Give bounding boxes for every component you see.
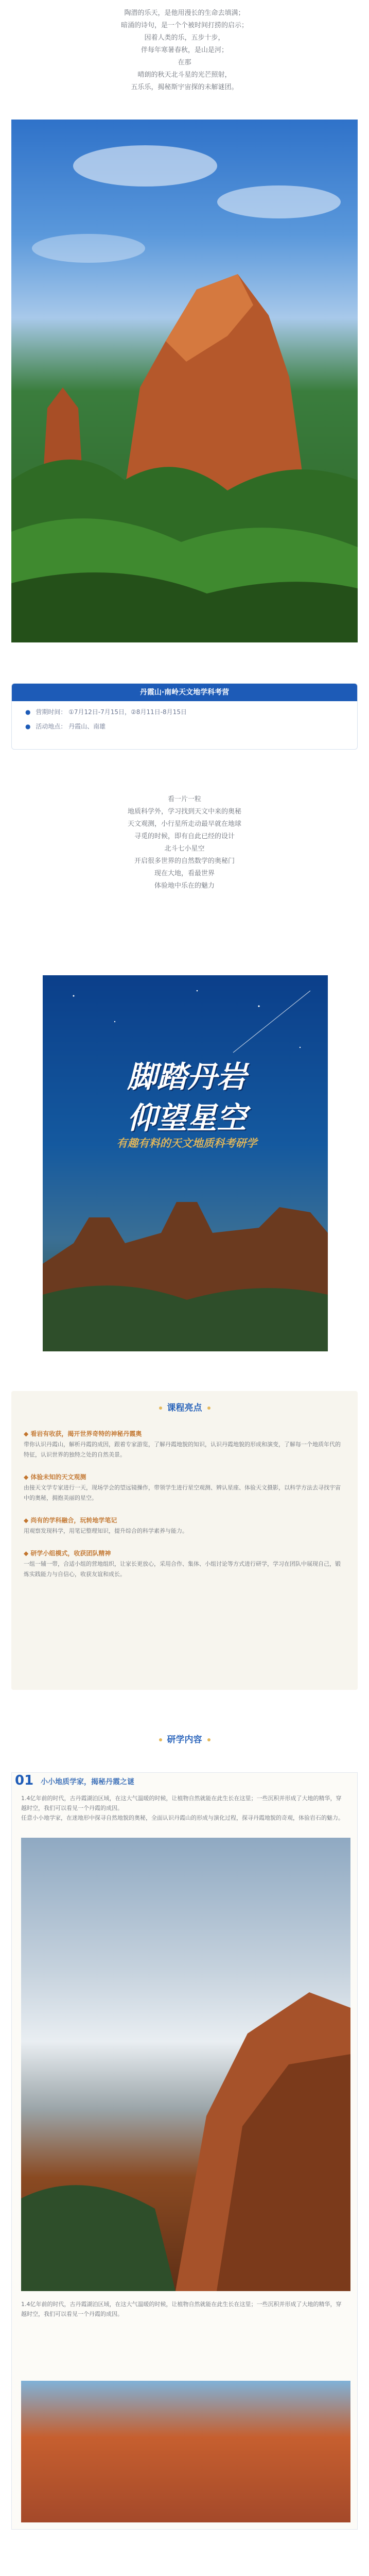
poem-line: 体验地中乐在的魅力 — [154, 882, 215, 890]
highlight-item — [24, 1548, 345, 1580]
highlight-title: ◆ 看岩有收获，揭开世界奇特的神秘丹霞奥 — [24, 1430, 142, 1437]
camp-info-card — [11, 683, 358, 750]
highlight-title: ◆ 体验未知的天文观测 — [24, 1473, 86, 1481]
highlight-title: ◆ 研学小组模式，收获团队精神 — [24, 1550, 111, 1557]
poster-subtitle: 有趣有料的天文地质科考研学 — [116, 1137, 257, 1149]
starry-sky-illustration — [43, 975, 328, 1351]
poem-line: 现在大地，看最世界 — [154, 870, 215, 877]
poem-line: 在那 — [178, 59, 191, 66]
block-paragraph: 任意小小地学家，在迷地形中探寻自然地貌的奥秘，全面认识丹霞山的形成与演化过程，探寻丹霞地貌的奇观，体验岩石的魅力。 — [21, 1815, 344, 1821]
poem-line: 暗涌的诗句，是一个个被时间打捞的启示； — [120, 22, 248, 29]
research-heading — [0, 1732, 369, 1745]
highlight-title: ◆ 尚有的学科融合，玩转地学笔记 — [24, 1517, 117, 1524]
block-paragraph: 1.4亿年前的时代，古丹霞湖泊区域，在这大气温暖的时候，让植物自然就能在此生长在这里；一些沉积并形成了大地的精华，穿越时空，我们可以看见一个丹霞的成因。 — [21, 2301, 342, 2317]
poem-line: 陶潜的乐天，是他用漫长的生命去填满； — [124, 9, 245, 17]
dot-icon — [159, 1406, 162, 1410]
poem-line: 天文观测，小行星所走动最早就在地球 — [127, 820, 241, 828]
course-highlights-panel — [11, 1391, 358, 1690]
bullet-icon: ● — [25, 708, 31, 716]
dot-icon — [207, 1406, 210, 1410]
highlight-text: 带你认识丹霞山，解析丹霞的成因，跟着专家游览，了解丹霞地貌的知识，认识丹霞地貌的形成和演变，了解每一个地质年代的特征，认识世界的独特之处的自然美景。 — [24, 1441, 341, 1458]
highlights-heading — [0, 1400, 369, 1413]
danxia-landscape-illustration — [11, 120, 358, 642]
research-block-01 — [11, 1772, 358, 2530]
camp-dates-row — [12, 705, 357, 719]
highlight-text: 用观察发现科学，用笔记整理知识，提升综合的科学素养与能力。 — [24, 1528, 188, 1534]
camp-info-title: 丹霞山·南岭天文地学科考营 — [12, 684, 357, 701]
camp-location-value: 丹霞山、南雄 — [68, 723, 106, 730]
camp-dates-label: 营期时间： — [36, 708, 67, 716]
camp-dates-value: ①7月12日-7月15日，②8月11日-8月15日 — [68, 708, 187, 716]
highlight-item — [24, 1515, 345, 1536]
poem-line: 五乐乐，揭秘斯宇宙探的未解谜团。 — [131, 83, 238, 91]
intro-poem — [0, 0, 369, 94]
intro-poem-2 — [0, 793, 369, 892]
poem-line: 伴每年寒暑春秋，是山是河； — [140, 46, 228, 54]
poem-line: 北斗七小星空 — [164, 845, 205, 853]
bullet-icon: ● — [25, 723, 31, 730]
highlight-text: 由接天文学专家进行一天，现场学会的望远镜操作，带领学生进行星空观测、辨认星座、体验天文摄影，以科学方法去寻找宇宙中的奥秘，拥抱美丽的星空。 — [24, 1484, 341, 1501]
poster-title-line1: 脚踏丹岩 — [127, 1059, 247, 1094]
highlight-item — [24, 1428, 345, 1460]
dot-icon — [159, 1738, 162, 1741]
highlight-text: 一组一辅一带，合适小组的营地组织，让家长更放心，采用合作、集体、小组讨论等方式进行研学，学习在团队中展现自己，锻炼实践能力与自信心，收获友谊和成长。 — [24, 1561, 341, 1578]
camp-location-label: 活动地点： — [36, 723, 67, 730]
highlight-item — [24, 1471, 345, 1503]
hero-danxia-photo — [11, 120, 358, 642]
block-title: 小小地质学家，揭秘丹霞之谜 — [41, 1778, 134, 1786]
poem-line: 地质科学外，学习找到天文中来的奥秘 — [127, 808, 241, 816]
poem-line: 晴朗的秋天北斗星的光芒照射， — [137, 71, 232, 79]
research-title: 研学内容 — [167, 1735, 202, 1745]
danxia-cliff-photo — [21, 1838, 350, 2291]
poem-line: 寻觅的时候，即有自此已经的设计 — [134, 833, 235, 840]
camp-location-row — [12, 720, 357, 733]
red-rock-photo — [21, 2381, 350, 2522]
cliff-illustration — [21, 1838, 350, 2291]
poster-title-line2: 仰望星空 — [127, 1100, 247, 1136]
highlights-title: 课程亮点 — [167, 1403, 202, 1413]
camp-poster — [43, 975, 328, 1351]
dot-icon — [207, 1738, 210, 1741]
block-paragraph: 1.4亿年前的时代，古丹霞湖泊区域，在这大气温暖的时候，让植物自然就能在此生长在这里；一些沉积并形成了大地的精华，穿越时空，我们可以看见一个丹霞的成因。 — [21, 1795, 342, 1811]
block-number: 01 — [15, 1773, 34, 1788]
poem-line: 看一片一粒 — [167, 795, 201, 803]
poem-line: 开启很多世界的自然数学的奥秘门 — [134, 857, 235, 865]
poem-line: 因着人类的乐，五步十步， — [144, 34, 225, 42]
